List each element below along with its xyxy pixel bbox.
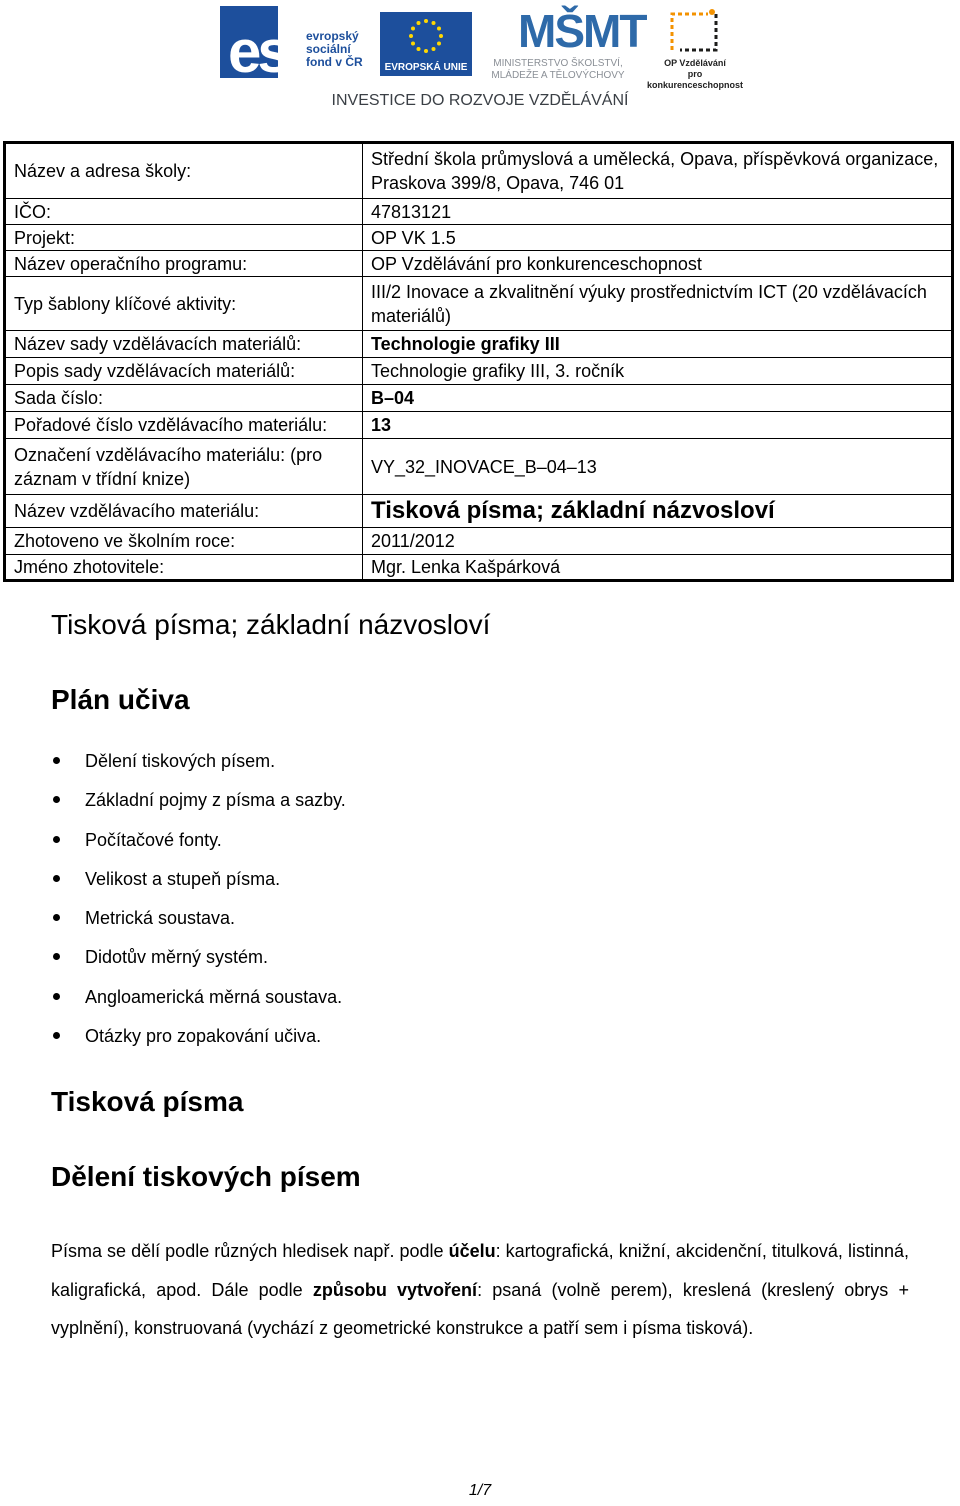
table-label-cell: Sada číslo: [5, 385, 363, 412]
emphasis-purpose: účelu [448, 1241, 496, 1261]
table-row [5, 495, 953, 528]
table-value-cell: OP Vzdělávání pro konkurenceschopnost [363, 251, 953, 277]
table-row [5, 528, 953, 555]
table-value-cell: 47813121 [363, 199, 953, 225]
body-paragraph: Písma se dělí podle různých hledisek např. podle účelu: kartografická, knižní, akcidenční, titulková, listinná, kaligrafická, apod. Dále podle způsobu vytvoření: psaná (volně perem), kreslená (kreslený obrys + vyplnění), konstruovaná (vychází z geometrické konstrukce a patří sem i písma tisková). [51, 1241, 909, 1338]
table-label-cell: Projekt: [5, 225, 363, 251]
table-row [5, 555, 953, 581]
table-value-cell: Střední škola průmyslová a umělecká, Opava, příspěvková organizace, Praskova 399/8, Opava, 746 01 [363, 143, 953, 199]
bullet-icon [53, 875, 60, 882]
list-item: Didotův měrný systém. [51, 940, 346, 979]
table-value-cell: 13 [363, 412, 953, 439]
bullet-icon [53, 796, 60, 803]
table-value-cell: VY_32_INOVACE_B–04–13 [363, 439, 953, 495]
plan-list [51, 744, 346, 1058]
msmt-logo [478, 5, 646, 86]
info-table [3, 141, 954, 582]
table-label-cell: Název sady vzdělávacích materiálů: [5, 331, 363, 358]
investment-slogan: INVESTICE DO ROZVOJE VZDĚLÁVÁNÍ [331, 92, 629, 109]
section-heading: Tisková písma [51, 1086, 244, 1117]
list-item: Metrická soustava. [51, 901, 346, 940]
msmt-mark: MŠMT [518, 5, 646, 57]
table-value-cell: OP VK 1.5 [363, 225, 953, 251]
table-value-cell: Technologie grafiky III [363, 331, 953, 358]
table-label-cell: Typ šablony klíčové aktivity: [5, 277, 363, 331]
esf-logo-letters: esf [228, 18, 303, 85]
emphasis-method: způsobu vytvoření [312, 1279, 478, 1300]
table-label-cell: IČO: [5, 199, 363, 225]
plan-heading: Plán učiva [51, 684, 190, 715]
table-row [5, 143, 953, 199]
table-label-cell: Název vzdělávacího materiálu: [5, 495, 363, 528]
table-row [5, 277, 953, 331]
section-subheading: Dělení tiskových písem [51, 1161, 361, 1192]
table-row [5, 225, 953, 251]
table-value-cell: 2011/2012 [363, 528, 953, 555]
table-row [5, 412, 953, 439]
opvk-logo-text: OP Vzdělávání pro konkurenceschopnost [646, 58, 744, 90]
bullet-icon [53, 1032, 60, 1039]
esf-logo [220, 6, 472, 84]
bullet-icon [53, 993, 60, 1000]
table-label-cell: Popis sady vzdělávacích materiálů: [5, 358, 363, 385]
bullet-icon [53, 757, 60, 764]
table-label-cell: Název a adresa školy: [5, 143, 363, 199]
table-row [5, 199, 953, 225]
table-label-cell: Označení vzdělávacího materiálu: (pro záznam v třídní knize) [5, 439, 363, 495]
table-value-cell: III/2 Inovace a zkvalitnění výuky prostřednictvím ICT (20 vzdělávacích materiálů) [363, 277, 953, 331]
opvk-mark-icon [664, 6, 724, 58]
esf-logo-text: evropský sociální fond v ČR [306, 29, 363, 69]
table-row [5, 439, 953, 495]
bullet-icon [53, 836, 60, 843]
table-row [5, 358, 953, 385]
logo-banner [0, 0, 960, 120]
msmt-logo-text: MINISTERSTVO ŠKOLSTVÍ, MLÁDEŽE A TĚLOVÝCHOVY [491, 58, 625, 81]
list-item: Angloamerická měrná soustava. [51, 980, 346, 1019]
table-label-cell: Název operačního programu: [5, 251, 363, 277]
list-item: Základní pojmy z písma a sazby. [51, 783, 346, 822]
eu-flag-icon [380, 12, 472, 76]
table-value-cell: Technologie grafiky III, 3. ročník [363, 358, 953, 385]
table-row [5, 331, 953, 358]
bullet-icon [53, 953, 60, 960]
table-row [5, 251, 953, 277]
list-item: Počítačové fonty. [51, 823, 346, 862]
table-value-cell: Tisková písma; základní názvosloví [363, 495, 953, 528]
eu-label: EVROPSKÁ UNIE [384, 62, 468, 73]
main-title: Tisková písma; základní názvosloví [51, 609, 491, 640]
table-label-cell: Jméno zhotovitele: [5, 555, 363, 581]
list-item: Velikost a stupeň písma. [51, 862, 346, 901]
table-value-cell: B–04 [363, 385, 953, 412]
table-value-cell: Mgr. Lenka Kašpárková [363, 555, 953, 581]
eu-stars-icon [408, 18, 444, 54]
list-item: Dělení tiskových písem. [51, 744, 346, 783]
table-label-cell: Zhotoveno ve školním roce: [5, 528, 363, 555]
list-item: Otázky pro zopakování učiva. [51, 1019, 346, 1058]
bullet-icon [53, 914, 60, 921]
table-row [5, 385, 953, 412]
opvk-logo [640, 6, 750, 90]
page-number: 1/7 [468, 1482, 492, 1499]
table-label-cell: Pořadové číslo vzdělávacího materiálu: [5, 412, 363, 439]
